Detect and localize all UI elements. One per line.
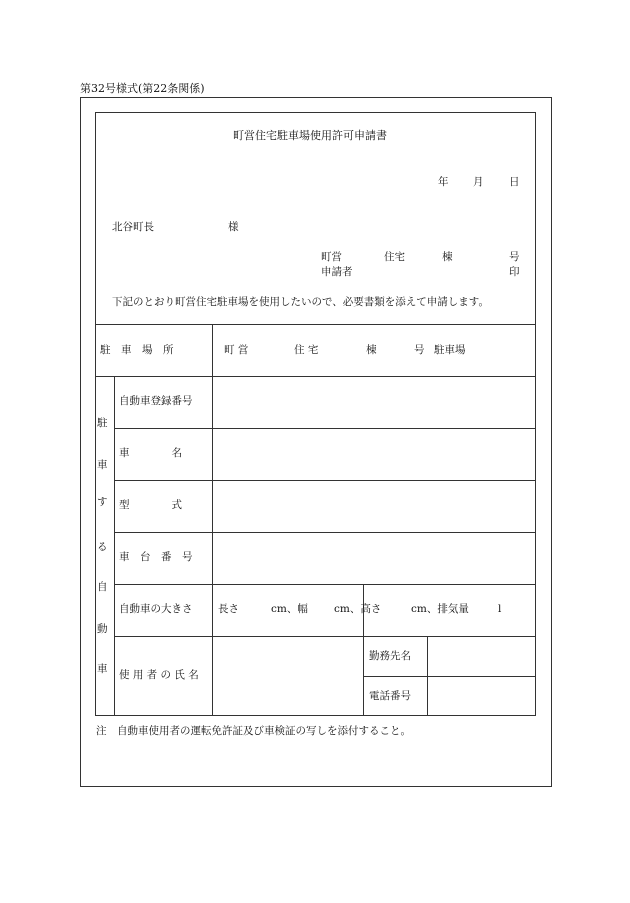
size-height-label: cm、高さ	[334, 603, 382, 615]
seal-label: 印	[509, 266, 520, 278]
vehicle-group-char: 車	[97, 459, 108, 471]
date-year: 年	[438, 176, 449, 188]
table-col-line	[363, 636, 364, 716]
applicant-housing-label: 住宅	[384, 251, 405, 263]
table-line	[114, 636, 536, 637]
note: 注 自動車使用者の運転免許証及び車検証の写しを添付すること。	[96, 725, 411, 737]
statement: 下記のとおり町営住宅駐車場を使用したいので、必要書類を添えて申請します。	[112, 296, 489, 308]
workplace-label: 勤務先名	[369, 650, 411, 662]
phone-label: 電話番号	[369, 690, 411, 702]
table-col-line	[427, 636, 428, 716]
parking-lot-label: 駐 車 場 所	[100, 344, 174, 356]
form-frame	[95, 112, 536, 716]
vehicle-group-char: 自	[97, 581, 108, 593]
form-title: 町営住宅駐車場使用許可申請書	[233, 129, 387, 142]
user-name-label: 使 用 者 の 氏 名	[119, 669, 199, 681]
vehicle-group-char: 車	[97, 663, 108, 675]
parking-lot-housing: 住 宅	[294, 344, 319, 356]
size-length-label: 長さ	[218, 603, 239, 615]
table-col-line	[212, 324, 213, 716]
vehicle-group-char: る	[97, 541, 108, 553]
applicant-label: 申請者	[321, 266, 353, 278]
size-width-label: cm、幅	[271, 603, 308, 615]
parking-lot-building: 棟	[366, 344, 377, 356]
applicant-number-label: 号	[509, 251, 520, 263]
vehicle-size-label: 自動車の大きさ	[119, 603, 193, 615]
date-month: 月	[473, 176, 484, 188]
vehicle-group-char: 駐	[97, 417, 108, 429]
table-line	[114, 480, 536, 481]
table-line	[114, 428, 536, 429]
car-name-label: 車 名	[119, 447, 182, 459]
size-displacement-label: cm、排気量	[411, 603, 469, 615]
parking-lot-town: 町 営	[224, 344, 249, 356]
table-line	[363, 676, 536, 677]
table-line	[95, 376, 536, 377]
parking-lot-number: 号	[414, 344, 425, 356]
table-line	[114, 532, 536, 533]
addressee-name: 北谷町長	[112, 221, 154, 233]
registration-number-label: 自動車登録番号	[119, 395, 193, 407]
applicant-town-label: 町営	[321, 251, 342, 263]
addressee-suffix: 様	[228, 221, 239, 233]
table-top-line	[95, 324, 536, 325]
model-label: 型 式	[119, 499, 182, 511]
applicant-building-label: 棟	[442, 251, 453, 263]
table-line	[114, 584, 536, 585]
table-col-line	[114, 376, 115, 716]
size-liter-unit: l	[498, 603, 502, 615]
vehicle-group-char: す	[97, 496, 108, 508]
parking-lot-suffix: 駐車場	[434, 344, 466, 356]
date-day: 日	[509, 176, 520, 188]
chassis-number-label: 車 台 番 号	[119, 551, 193, 563]
form-number: 第32号様式(第22条関係)	[80, 82, 205, 95]
vehicle-group-char: 動	[97, 623, 108, 635]
